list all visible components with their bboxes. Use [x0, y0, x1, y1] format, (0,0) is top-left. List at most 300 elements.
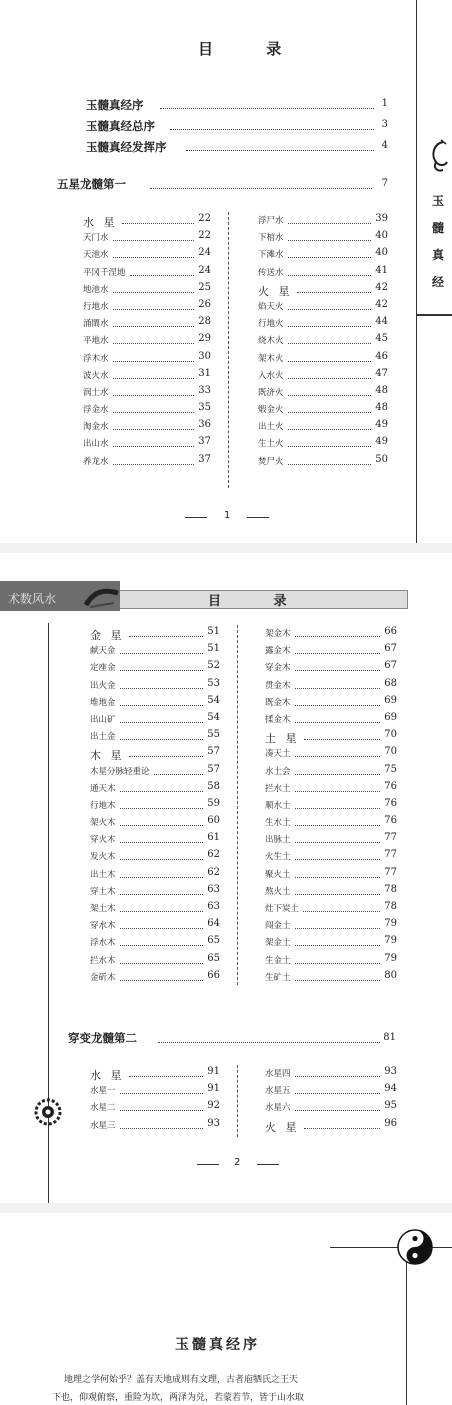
toc-entry [90, 625, 220, 642]
entry-title: 既金木 [265, 697, 291, 708]
toc-entry [258, 401, 388, 418]
front-matter-page: 3 [381, 119, 388, 130]
entry-leader [295, 1093, 380, 1094]
toc-entry [265, 745, 397, 762]
toc-entry [265, 1099, 397, 1116]
entry-page: 42 [375, 298, 388, 310]
entry-page: 79 [384, 935, 397, 947]
entry-page: 53 [207, 677, 220, 689]
entry-title: 穿土木 [90, 886, 116, 897]
entry-page: 62 [207, 849, 220, 861]
entry-page: 66 [207, 969, 220, 981]
entry-title: 火 星 [265, 1120, 300, 1134]
entry-page: 70 [384, 746, 397, 758]
entry-title: 水星六 [265, 1103, 291, 1114]
toc-entry [265, 969, 397, 986]
entry-leader [288, 464, 371, 465]
toc-entry [90, 1099, 220, 1116]
entry-leader [288, 343, 371, 344]
entry-page: 76 [384, 780, 397, 792]
toc-entry [265, 1117, 397, 1134]
entry-page: 92 [207, 1100, 220, 1112]
toc-entry [265, 625, 397, 642]
entry-title: 浮金水 [83, 405, 109, 416]
toc-entry [258, 418, 388, 435]
chapter-page: 7 [381, 178, 388, 189]
front-matter-leader [186, 150, 374, 151]
toc-entry [90, 952, 220, 969]
entry-title: 木星分脉轻重论 [90, 766, 150, 777]
toc-entry [265, 900, 397, 917]
entry-page: 24 [198, 247, 211, 259]
yin-yang-icon [396, 1228, 434, 1266]
toc-entry [258, 315, 388, 332]
entry-leader [120, 980, 203, 981]
entry-title: 既济火 [258, 387, 284, 398]
entry-page: 44 [375, 316, 388, 328]
toc-heading: 目 录 [198, 40, 306, 58]
toc-entry [90, 797, 220, 814]
entry-title: 熬火土 [265, 886, 291, 897]
toc-entry [90, 866, 220, 883]
entry-leader [120, 877, 203, 878]
entry-page: 67 [384, 643, 397, 655]
spine-rule [416, 314, 452, 316]
entry-title: 生矿土 [265, 972, 291, 983]
toc-left-column [90, 625, 220, 986]
toc-entry [265, 642, 397, 659]
entry-title: 架金土 [265, 938, 291, 949]
entry-title: 拦水木 [90, 955, 116, 966]
entry-title: 架土木 [90, 904, 116, 914]
toc-entry [265, 814, 397, 831]
entry-title: 水星二 [90, 1103, 116, 1114]
entry-leader [120, 859, 203, 860]
entry-page: 68 [384, 677, 397, 689]
entry-title: 波火水 [83, 370, 109, 381]
toc-entry [258, 453, 388, 470]
entry-leader [295, 877, 380, 878]
entry-title: 顺水土 [265, 800, 291, 811]
entry-title: 水星一 [90, 1086, 116, 1097]
toc-entry [265, 797, 397, 814]
entry-leader [129, 756, 203, 757]
entry-page: 29 [198, 333, 211, 345]
entry-page: 24 [198, 264, 211, 276]
entry-page: 77 [384, 832, 397, 844]
entry-page: 75 [384, 763, 397, 775]
chapter-leader [150, 188, 372, 189]
entry-title: 火 星 [258, 284, 293, 298]
toc-entry [90, 659, 220, 676]
toc-entry [265, 711, 397, 728]
toc-entry [90, 780, 220, 797]
entry-leader [120, 928, 203, 929]
preface-line-1: 地理之学何始乎？盖有天地成则有文理，古者庖牺氏之王天 [64, 1375, 299, 1385]
entry-leader [295, 1110, 380, 1111]
entry-title: 火生土 [265, 852, 291, 863]
toc-entry [265, 883, 397, 900]
margin-rule [406, 1253, 407, 1405]
entry-title: 架木火 [258, 353, 284, 364]
toc-entry [83, 367, 211, 384]
entry-leader [295, 842, 380, 843]
toc-entry [90, 1082, 220, 1099]
toc-entry [258, 435, 388, 452]
entry-title: 行地木 [90, 800, 116, 811]
entry-title: 水 星 [90, 1069, 125, 1082]
toc-entry [83, 453, 211, 470]
entry-leader [295, 1076, 380, 1077]
entry-page: 79 [384, 918, 397, 930]
entry-page: 61 [207, 832, 220, 844]
entry-page: 93 [384, 1066, 397, 1077]
toc-entry [265, 694, 397, 711]
entry-leader [295, 825, 380, 826]
toc-entry [90, 694, 220, 711]
page-number: 1 [224, 510, 231, 521]
entry-page: 65 [207, 935, 220, 947]
entry-title: 天门水 [83, 233, 109, 244]
toc-entry [90, 900, 220, 917]
entry-title: 架金木 [265, 629, 291, 639]
toc-entry [90, 831, 220, 848]
entry-page: 54 [207, 694, 220, 706]
entry-leader [113, 257, 194, 258]
entry-page: 57 [207, 746, 220, 758]
entry-leader [288, 412, 371, 413]
entry-title: 传送水 [258, 267, 284, 278]
entry-page: 22 [198, 213, 211, 224]
entry-page: 79 [384, 952, 397, 964]
entry-page: 77 [384, 866, 397, 878]
entry-leader [295, 894, 380, 895]
entry-leader [120, 688, 203, 689]
entry-title: 闯金土 [265, 921, 291, 932]
preface-title: 玉髓真经序 [175, 1337, 260, 1353]
entry-page: 78 [384, 901, 397, 912]
entry-page: 78 [384, 883, 397, 895]
entry-title: 平地水 [83, 336, 109, 347]
toc-entry [265, 934, 397, 951]
page-number: 2 [234, 1157, 241, 1168]
toc-entry [258, 281, 388, 298]
entry-leader [288, 378, 371, 379]
entry-page: 51 [207, 643, 220, 655]
entry-page: 69 [384, 694, 397, 706]
entry-leader [120, 722, 203, 723]
entry-leader [113, 429, 194, 430]
entry-page: 57 [207, 763, 220, 775]
toc-entry [265, 763, 397, 780]
entry-title: 焚尸火 [258, 456, 284, 467]
toc-entry [265, 848, 397, 865]
toc-entry [90, 728, 220, 745]
toc-entry [83, 384, 211, 401]
toc-entry [83, 401, 211, 418]
entry-leader [113, 361, 194, 362]
entry-title: 生土火 [258, 439, 284, 450]
margin-rule [416, 0, 417, 543]
entry-leader [295, 963, 380, 964]
entry-leader [120, 842, 203, 843]
entry-leader [295, 859, 380, 860]
entry-title: 贯金木 [265, 680, 291, 691]
entry-leader [120, 653, 203, 654]
toc-entry [258, 332, 388, 349]
entry-title: 养龙水 [83, 456, 109, 467]
toc-left-column [83, 212, 211, 470]
entry-leader [113, 343, 194, 344]
entry-leader [297, 292, 371, 293]
entry-leader [303, 911, 380, 912]
entry-title: 行地火 [258, 319, 284, 330]
entry-title: 淘金水 [83, 422, 109, 433]
entry-page: 40 [375, 247, 388, 259]
entry-leader [113, 292, 194, 293]
entry-title: 穿火木 [90, 835, 116, 846]
entry-page: 66 [384, 626, 397, 637]
entry-page: 91 [207, 1066, 220, 1077]
front-matter-title: 玉髓真经总序 [86, 119, 155, 133]
entry-title: 天池水 [83, 250, 109, 261]
entry-page: 48 [375, 384, 388, 396]
toc-entry [83, 435, 211, 452]
entry-page: 50 [375, 453, 388, 465]
entry-title: 出土木 [90, 869, 116, 880]
entry-page: 48 [375, 402, 388, 414]
entry-page: 54 [207, 711, 220, 723]
entry-title: 出山水 [83, 439, 109, 450]
entry-leader [295, 688, 380, 689]
toc-entry [83, 298, 211, 315]
footer-rule-left [197, 1164, 219, 1165]
entry-page: 30 [198, 350, 211, 362]
entry-leader [113, 412, 194, 413]
entry-leader [295, 653, 380, 654]
toc-entry [83, 350, 211, 367]
toc-entry [265, 1065, 397, 1082]
footer-rule-right [257, 1164, 279, 1165]
entry-page: 39 [375, 213, 388, 224]
entry-title: 凑天土 [265, 749, 291, 760]
chapter-page: 81 [383, 1032, 396, 1043]
entry-title: 水土会 [265, 766, 291, 777]
toc-entry [90, 969, 220, 986]
entry-page: 49 [375, 436, 388, 448]
entry-leader [120, 808, 203, 809]
entry-page: 80 [384, 969, 397, 981]
entry-page: 49 [375, 419, 388, 431]
entry-leader [130, 275, 194, 276]
toc-entry [265, 728, 397, 745]
entry-title: 通天木 [90, 783, 116, 794]
entry-title: 金 星 [90, 629, 125, 642]
entry-title: 发火木 [90, 852, 116, 863]
front-matter-page: 1 [381, 98, 388, 109]
entry-leader [295, 705, 380, 706]
entry-title: 平冈千涅地 [83, 267, 126, 278]
entry-leader [295, 791, 380, 792]
toc-entry [258, 229, 388, 246]
entry-page: 31 [198, 367, 211, 379]
entry-leader [295, 945, 380, 946]
front-matter-leader [170, 129, 374, 130]
entry-title: 拦水土 [265, 783, 291, 794]
entry-leader [288, 309, 371, 310]
column-divider [228, 212, 230, 488]
entry-page: 94 [384, 1083, 397, 1095]
entry-title: 下滩水 [258, 250, 284, 261]
toc-entry [258, 298, 388, 315]
entry-leader [113, 326, 194, 327]
bagua-icon [34, 1098, 62, 1126]
entry-page: 42 [375, 281, 388, 293]
entry-page: 25 [198, 281, 211, 293]
toc-entry [90, 677, 220, 694]
entry-leader [120, 963, 203, 964]
entry-leader [120, 739, 203, 740]
entry-title: 生水土 [265, 818, 291, 829]
entry-title: 水星五 [265, 1086, 291, 1097]
toc-entry [265, 659, 397, 676]
entry-page: 55 [207, 729, 220, 741]
toc-entry [258, 212, 388, 229]
entry-page: 96 [384, 1117, 397, 1129]
entry-title: 架火木 [90, 818, 116, 829]
entry-page: 65 [207, 952, 220, 964]
entry-page: 91 [207, 1083, 220, 1095]
front-matter-title: 玉髓真经序 [86, 98, 144, 112]
entry-page: 64 [207, 918, 220, 930]
header-logo [0, 581, 120, 611]
entry-title: 揉金木 [265, 714, 291, 725]
entry-title: 浮水木 [90, 938, 116, 949]
entry-page: 22 [198, 230, 211, 242]
entry-leader [295, 756, 380, 757]
front-matter-page: 4 [381, 140, 388, 151]
entry-leader [113, 464, 194, 465]
toc-entry [90, 1117, 220, 1134]
entry-leader [295, 670, 380, 671]
entry-title: 煅金火 [258, 405, 284, 416]
entry-title: 涌閙水 [83, 319, 109, 330]
entry-leader [295, 722, 380, 723]
entry-title: 出土火 [258, 422, 284, 433]
entry-page: 58 [207, 780, 220, 792]
toc-heading: 目 录 [208, 594, 311, 609]
entry-leader [120, 825, 203, 826]
footer-rule-right [247, 517, 269, 518]
toc-entry [83, 246, 211, 263]
toc-right-column [265, 625, 397, 986]
entry-leader [113, 446, 194, 447]
entry-page: 62 [207, 866, 220, 878]
entry-title: 献天金 [90, 646, 116, 657]
entry-leader [288, 257, 371, 258]
toc-page-1 [0, 0, 452, 543]
entry-leader [129, 1076, 203, 1077]
entry-leader [288, 240, 371, 241]
entry-leader [113, 240, 194, 241]
toc-entry [258, 384, 388, 401]
toc-right-column [258, 212, 388, 470]
entry-title: 木 星 [90, 749, 125, 763]
entry-page: 37 [198, 453, 211, 465]
entry-title: 土 星 [265, 732, 300, 746]
toc-entry [265, 831, 397, 848]
toc-entry [265, 1082, 397, 1099]
entry-page: 52 [207, 660, 220, 672]
toc-entry [90, 814, 220, 831]
preface-page [0, 1213, 452, 1405]
header-label: 术数风水 [8, 592, 57, 606]
toc-entry [258, 246, 388, 263]
entry-leader [120, 911, 203, 912]
toc-entry [90, 934, 220, 951]
entry-leader [295, 928, 380, 929]
entry-page: 46 [375, 350, 388, 362]
entry-title: 入水火 [258, 370, 284, 381]
toc-entry [90, 848, 220, 865]
toc-entry [83, 332, 211, 349]
toc-entry [83, 418, 211, 435]
entry-page: 35 [198, 402, 211, 414]
entry-page: 60 [207, 815, 220, 827]
toc-entry [258, 367, 388, 384]
entry-title: 地池水 [83, 284, 109, 295]
column-divider-2 [237, 1065, 239, 1137]
entry-title: 金斫木 [90, 972, 116, 983]
toc-entry [265, 866, 397, 883]
entry-leader [288, 446, 371, 447]
toc-entry [90, 1065, 220, 1082]
entry-leader [120, 894, 203, 895]
entry-leader [154, 774, 203, 775]
entry-title: 焰天火 [258, 301, 284, 312]
entry-title: 水星三 [90, 1120, 116, 1131]
entry-title: 下棺水 [258, 233, 284, 244]
entry-leader [288, 395, 371, 396]
entry-page: 40 [375, 230, 388, 242]
entry-leader [120, 670, 203, 671]
entry-leader [113, 395, 194, 396]
entry-page: 67 [384, 660, 397, 672]
entry-title: 行地水 [83, 301, 109, 312]
toc-entry [265, 780, 397, 797]
entry-leader [295, 774, 380, 775]
toc-page-2 [0, 553, 452, 1203]
entry-leader [120, 1093, 203, 1094]
entry-title: 出火金 [90, 680, 116, 691]
footer-rule-left [185, 517, 207, 518]
entry-page: 93 [207, 1117, 220, 1129]
chapter-leader [158, 1042, 380, 1043]
toc-left-column-2 [90, 1065, 220, 1134]
preface-line-2: 下也，仰观俯察，重险为坎，两泽为兑，若蒙若节，皆于山水取 [52, 1393, 305, 1403]
toc-entry [90, 763, 220, 780]
column-divider [237, 625, 239, 985]
entry-title: 露金木 [265, 646, 291, 657]
entry-page: 77 [384, 849, 397, 861]
entry-page: 76 [384, 797, 397, 809]
toc-right-column-2 [265, 1065, 397, 1134]
entry-leader [288, 275, 371, 276]
entry-leader [120, 1110, 203, 1111]
toc-entry [83, 229, 211, 246]
entry-leader [129, 636, 203, 637]
entry-title: 出脉土 [265, 835, 291, 846]
